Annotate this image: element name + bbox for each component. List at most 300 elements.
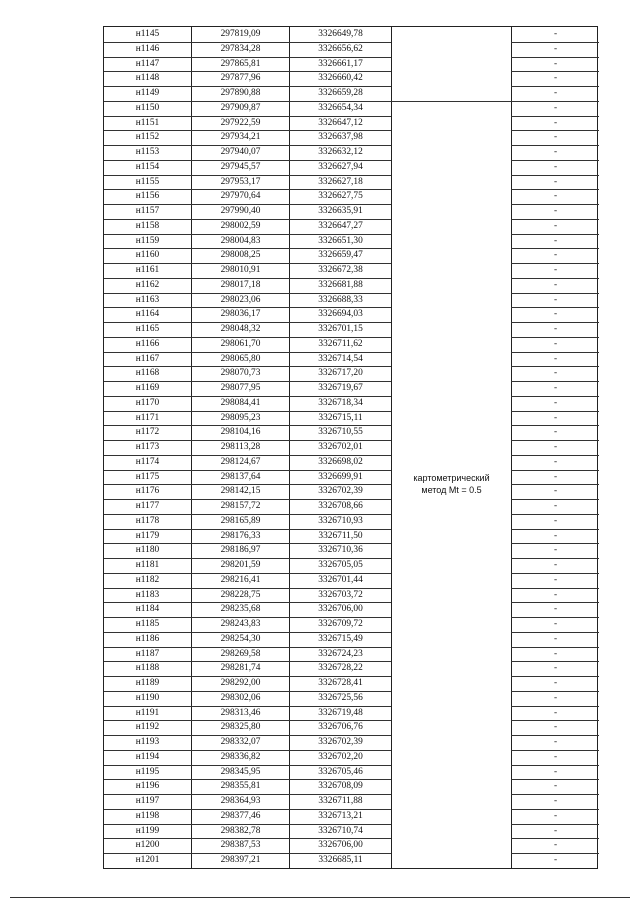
row-divider [104, 735, 391, 736]
y-coordinate-cell: 3326710,93 [318, 515, 363, 526]
point-id-cell: н1160 [135, 250, 160, 261]
row-divider [104, 322, 391, 323]
point-id-cell: н1186 [135, 633, 160, 644]
error-cell: - [553, 486, 558, 497]
table-row [104, 647, 599, 662]
error-cell: - [553, 471, 558, 482]
row-divider [104, 42, 391, 43]
table-row [104, 632, 599, 647]
x-coordinate-cell: 298095,23 [220, 412, 261, 423]
row-divider [104, 101, 391, 102]
x-coordinate-cell: 297890,88 [220, 88, 261, 98]
row-divider [104, 219, 391, 220]
error-cell: - [553, 176, 558, 187]
row-divider [511, 543, 599, 544]
y-coordinate-cell: 3326632,12 [318, 147, 363, 157]
row-divider [104, 175, 391, 176]
table-row [104, 219, 599, 234]
row-divider [104, 661, 391, 662]
row-divider [104, 765, 391, 766]
row-divider [511, 71, 599, 72]
error-cell: - [553, 58, 558, 69]
y-coordinate-cell: 3326699,91 [318, 471, 363, 482]
row-divider [511, 514, 599, 515]
x-coordinate-cell: 298292,00 [220, 678, 261, 688]
error-cell: - [553, 751, 558, 762]
table-row [104, 824, 599, 839]
y-coordinate-cell: 3326702,01 [318, 442, 363, 452]
x-coordinate-cell: 298269,58 [220, 648, 261, 659]
point-id-cell: н1147 [135, 58, 160, 69]
error-cell: - [553, 633, 558, 644]
x-coordinate-cell: 298216,41 [220, 574, 261, 585]
y-coordinate-cell: 3326710,74 [318, 825, 363, 836]
row-divider [104, 529, 391, 530]
table-row [104, 293, 599, 308]
point-id-cell: н1191 [135, 707, 160, 718]
x-coordinate-cell: 298084,41 [220, 397, 261, 408]
point-id-cell: н1180 [135, 545, 160, 556]
y-coordinate-cell: 3326711,50 [318, 530, 363, 541]
point-id-cell: н1184 [135, 604, 160, 615]
x-coordinate-cell: 298387,53 [220, 840, 261, 851]
point-id-cell: н1164 [135, 309, 160, 320]
x-coordinate-cell: 298364,93 [220, 796, 261, 806]
row-divider [511, 853, 599, 854]
row-divider [104, 57, 391, 58]
y-coordinate-cell: 3326711,62 [318, 338, 363, 349]
row-divider [104, 647, 391, 648]
error-cell: - [553, 604, 558, 615]
x-coordinate-cell: 298004,83 [220, 235, 261, 246]
row-divider [511, 234, 599, 235]
row-divider [511, 602, 599, 603]
row-divider [104, 366, 391, 367]
row-divider [511, 366, 599, 367]
row-divider [511, 573, 599, 574]
point-id-cell: н1176 [135, 486, 160, 497]
row-divider [511, 175, 599, 176]
table-row [104, 765, 599, 780]
x-coordinate-cell: 298113,28 [220, 442, 261, 452]
table-row [104, 853, 599, 868]
row-divider [511, 691, 599, 692]
row-divider [104, 337, 391, 338]
error-cell: - [553, 707, 558, 718]
x-coordinate-cell: 298397,21 [220, 855, 261, 865]
table-row [104, 278, 599, 293]
row-divider [104, 470, 391, 471]
error-cell: - [553, 309, 558, 320]
point-id-cell: н1161 [135, 265, 160, 275]
table-row [104, 499, 599, 514]
row-divider [511, 189, 599, 190]
table-row [104, 440, 599, 455]
error-cell: - [553, 412, 558, 423]
error-cell: - [553, 722, 558, 733]
row-divider [104, 499, 391, 500]
error-cell: - [553, 855, 558, 865]
point-id-cell: н1177 [135, 501, 160, 511]
x-coordinate-cell: 297819,09 [220, 29, 261, 39]
method-line-1: картометрический [413, 473, 490, 483]
table-row [104, 42, 599, 57]
y-coordinate-cell: 3326705,05 [318, 560, 363, 570]
point-id-cell: н1195 [135, 766, 160, 777]
row-divider [511, 425, 599, 426]
error-cell: - [553, 796, 558, 806]
row-divider [511, 278, 599, 279]
x-coordinate-cell: 298036,17 [220, 309, 261, 320]
table-row [104, 27, 599, 42]
point-id-cell: н1152 [135, 132, 160, 143]
table-row [104, 160, 599, 175]
x-coordinate-cell: 298313,46 [220, 707, 261, 718]
row-divider [511, 130, 599, 131]
error-cell: - [553, 456, 558, 467]
error-cell: - [553, 368, 558, 379]
point-id-cell: н1158 [135, 220, 160, 231]
x-coordinate-cell: 298382,78 [220, 825, 261, 836]
y-coordinate-cell: 3326701,44 [318, 574, 363, 585]
row-divider [104, 514, 391, 515]
y-coordinate-cell: 3326651,30 [318, 235, 363, 246]
row-divider [511, 632, 599, 633]
row-divider [104, 794, 391, 795]
y-coordinate-cell: 3326708,09 [318, 781, 363, 792]
x-coordinate-cell: 298332,07 [220, 737, 261, 747]
y-coordinate-cell: 3326710,36 [318, 545, 363, 556]
table-row [104, 381, 599, 396]
table-row [104, 543, 599, 558]
table-row [104, 588, 599, 603]
y-coordinate-cell: 3326728,22 [318, 663, 363, 674]
row-divider [511, 617, 599, 618]
error-cell: - [553, 663, 558, 674]
table-row [104, 101, 599, 116]
x-coordinate-cell: 298235,68 [220, 604, 261, 615]
x-coordinate-cell: 298165,89 [220, 515, 261, 526]
error-cell: - [553, 383, 558, 393]
row-divider [511, 735, 599, 736]
table-row [104, 263, 599, 278]
y-coordinate-cell: 3326706,00 [318, 604, 363, 615]
error-cell: - [553, 737, 558, 747]
x-coordinate-cell: 298017,18 [220, 279, 261, 290]
table-row [104, 484, 599, 499]
y-coordinate-cell: 3326724,23 [318, 648, 363, 659]
y-coordinate-cell: 3326672,38 [318, 265, 363, 275]
row-divider [104, 278, 391, 279]
error-cell: - [553, 338, 558, 349]
row-divider [511, 720, 599, 721]
point-id-cell: н1179 [135, 530, 160, 541]
table-row [104, 248, 599, 263]
point-id-cell: н1172 [135, 427, 160, 438]
row-divider [511, 750, 599, 751]
row-divider [511, 86, 599, 87]
error-cell: - [553, 88, 558, 98]
y-coordinate-cell: 3326659,47 [318, 250, 363, 261]
error-cell: - [553, 840, 558, 851]
point-id-cell: н1154 [135, 161, 160, 172]
row-divider [511, 396, 599, 397]
row-divider [104, 396, 391, 397]
row-divider [511, 307, 599, 308]
y-coordinate-cell: 3326656,62 [318, 43, 363, 54]
table-row [104, 337, 599, 352]
row-divider [511, 42, 599, 43]
row-divider [104, 779, 391, 780]
y-coordinate-cell: 3326706,00 [318, 840, 363, 851]
row-divider [511, 455, 599, 456]
table-row [104, 720, 599, 735]
y-coordinate-cell: 3326702,39 [318, 737, 363, 747]
row-divider [104, 632, 391, 633]
point-id-cell: н1201 [135, 855, 160, 865]
y-coordinate-cell: 3326705,46 [318, 766, 363, 777]
x-coordinate-cell: 297909,87 [220, 102, 261, 113]
error-cell: - [553, 397, 558, 408]
y-coordinate-cell: 3326713,21 [318, 810, 363, 821]
error-cell: - [553, 43, 558, 54]
x-coordinate-cell: 298281,74 [220, 663, 261, 674]
point-id-cell: н1155 [135, 176, 160, 187]
x-coordinate-cell: 298377,46 [220, 810, 261, 821]
row-divider [104, 720, 391, 721]
table-row [104, 470, 599, 485]
y-coordinate-cell: 3326659,28 [318, 88, 363, 98]
row-divider [511, 101, 599, 102]
row-divider [104, 558, 391, 559]
row-divider [511, 765, 599, 766]
row-divider [511, 352, 599, 353]
y-coordinate-cell: 3326710,55 [318, 427, 363, 438]
y-coordinate-cell: 3326681,88 [318, 279, 363, 290]
error-cell: - [553, 353, 558, 364]
x-coordinate-cell: 298023,06 [220, 294, 261, 305]
x-coordinate-cell: 298228,75 [220, 589, 261, 600]
row-divider [104, 750, 391, 751]
point-id-cell: н1173 [135, 442, 160, 452]
row-divider [511, 824, 599, 825]
coordinates-table [103, 26, 598, 869]
error-cell: - [553, 220, 558, 231]
y-coordinate-cell: 3326688,33 [318, 294, 363, 305]
error-cell: - [553, 117, 558, 128]
error-cell: - [553, 678, 558, 688]
table-row [104, 366, 599, 381]
table-row [104, 130, 599, 145]
error-cell: - [553, 825, 558, 836]
table-row [104, 750, 599, 765]
point-id-cell: н1182 [135, 574, 160, 585]
table-row [104, 735, 599, 750]
point-id-cell: н1167 [135, 353, 160, 364]
x-coordinate-cell: 298077,95 [220, 383, 261, 393]
row-divider [511, 337, 599, 338]
table-row [104, 116, 599, 131]
x-coordinate-cell: 298157,72 [220, 501, 261, 511]
y-coordinate-cell: 3326698,02 [318, 456, 363, 467]
error-cell: - [553, 147, 558, 157]
row-divider [511, 588, 599, 589]
x-coordinate-cell: 298008,25 [220, 250, 261, 261]
y-coordinate-cell: 3326635,91 [318, 206, 363, 216]
row-divider [104, 204, 391, 205]
x-coordinate-cell: 298325,80 [220, 722, 261, 733]
row-divider [511, 381, 599, 382]
error-cell: - [553, 206, 558, 216]
error-cell: - [553, 442, 558, 452]
point-id-cell: н1159 [135, 235, 160, 246]
row-divider [104, 411, 391, 412]
y-coordinate-cell: 3326627,75 [318, 191, 363, 202]
x-coordinate-cell: 298061,70 [220, 338, 261, 349]
y-coordinate-cell: 3326703,72 [318, 589, 363, 600]
y-coordinate-cell: 3326711,88 [318, 796, 363, 806]
row-divider [104, 602, 391, 603]
x-coordinate-cell: 298002,59 [220, 220, 261, 231]
y-coordinate-cell: 3326717,20 [318, 368, 363, 379]
y-coordinate-cell: 3326706,76 [318, 722, 363, 733]
row-divider [511, 219, 599, 220]
error-cell: - [553, 102, 558, 113]
point-id-cell: н1196 [135, 781, 160, 792]
row-divider [104, 145, 391, 146]
point-id-cell: н1145 [135, 29, 160, 39]
point-id-cell: н1170 [135, 397, 160, 408]
point-id-cell: н1192 [135, 722, 160, 733]
error-cell: - [553, 810, 558, 821]
table-row [104, 706, 599, 721]
row-divider [104, 425, 391, 426]
row-divider [511, 411, 599, 412]
y-coordinate-cell: 3326725,56 [318, 692, 363, 703]
point-id-cell: н1162 [135, 279, 160, 290]
point-id-cell: н1175 [135, 471, 160, 482]
error-cell: - [553, 427, 558, 438]
row-divider [104, 307, 391, 308]
table-row [104, 71, 599, 86]
row-divider [104, 484, 391, 485]
table-row [104, 558, 599, 573]
table-row [104, 838, 599, 853]
x-coordinate-cell: 298201,59 [220, 560, 261, 570]
table-row [104, 602, 599, 617]
table-row [104, 676, 599, 691]
error-cell: - [553, 515, 558, 526]
row-divider [104, 676, 391, 677]
error-cell: - [553, 560, 558, 570]
x-coordinate-cell: 298137,64 [220, 471, 261, 482]
row-divider [104, 71, 391, 72]
row-divider [511, 322, 599, 323]
point-id-cell: н1163 [135, 294, 160, 305]
error-cell: - [553, 619, 558, 629]
point-id-cell: н1198 [135, 810, 160, 821]
point-id-cell: н1197 [135, 796, 160, 806]
row-divider [104, 189, 391, 190]
error-cell: - [553, 574, 558, 585]
x-coordinate-cell: 297945,57 [220, 161, 261, 172]
method-note [392, 472, 511, 496]
point-id-cell: н1174 [135, 456, 160, 467]
table-row [104, 189, 599, 204]
x-coordinate-cell: 297877,96 [220, 73, 261, 84]
table-row [104, 573, 599, 588]
y-coordinate-cell: 3326661,17 [318, 58, 363, 69]
y-coordinate-cell: 3326719,48 [318, 707, 363, 718]
row-divider [511, 440, 599, 441]
row-divider [104, 573, 391, 574]
error-cell: - [553, 781, 558, 792]
point-id-cell: н1151 [135, 117, 160, 128]
row-divider [104, 234, 391, 235]
point-id-cell: н1171 [135, 412, 160, 423]
x-coordinate-cell: 298065,80 [220, 353, 261, 364]
row-divider [104, 588, 391, 589]
x-coordinate-cell: 297834,28 [220, 43, 261, 54]
row-divider [511, 248, 599, 249]
row-divider [511, 57, 599, 58]
table-row [104, 57, 599, 72]
point-id-cell: н1169 [135, 383, 160, 393]
row-divider [511, 293, 599, 294]
row-divider [104, 130, 391, 131]
point-id-cell: н1153 [135, 147, 160, 157]
table-row [104, 204, 599, 219]
table-row [104, 809, 599, 824]
error-cell: - [553, 692, 558, 703]
x-coordinate-cell: 297940,07 [220, 147, 261, 157]
row-divider [104, 809, 391, 810]
table-row [104, 352, 599, 367]
x-coordinate-cell: 298142,15 [220, 486, 261, 497]
x-coordinate-cell: 298104,16 [220, 427, 261, 438]
y-coordinate-cell: 3326649,78 [318, 29, 363, 39]
row-divider [511, 145, 599, 146]
table-row [104, 86, 599, 101]
y-coordinate-cell: 3326728,41 [318, 678, 363, 688]
table-row [104, 661, 599, 676]
row-divider [104, 853, 391, 854]
error-cell: - [553, 589, 558, 600]
table-row [104, 307, 599, 322]
row-divider [511, 558, 599, 559]
point-id-cell: н1168 [135, 368, 160, 379]
row-divider [511, 779, 599, 780]
error-cell: - [553, 501, 558, 511]
point-id-cell: н1185 [135, 619, 160, 629]
x-coordinate-cell: 298124,67 [220, 456, 261, 467]
table-row [104, 396, 599, 411]
error-cell: - [553, 132, 558, 143]
table-row [104, 514, 599, 529]
x-coordinate-cell: 298010,91 [220, 265, 261, 275]
y-coordinate-cell: 3326694,03 [318, 309, 363, 320]
y-coordinate-cell: 3326719,67 [318, 383, 363, 393]
y-coordinate-cell: 3326647,12 [318, 117, 363, 128]
table-row [104, 617, 599, 632]
footer-divider [10, 897, 630, 898]
y-coordinate-cell: 3326647,27 [318, 220, 363, 231]
point-id-cell: н1187 [135, 648, 160, 659]
error-cell: - [553, 545, 558, 556]
row-divider [104, 86, 391, 87]
error-cell: - [553, 250, 558, 261]
row-divider [104, 543, 391, 544]
